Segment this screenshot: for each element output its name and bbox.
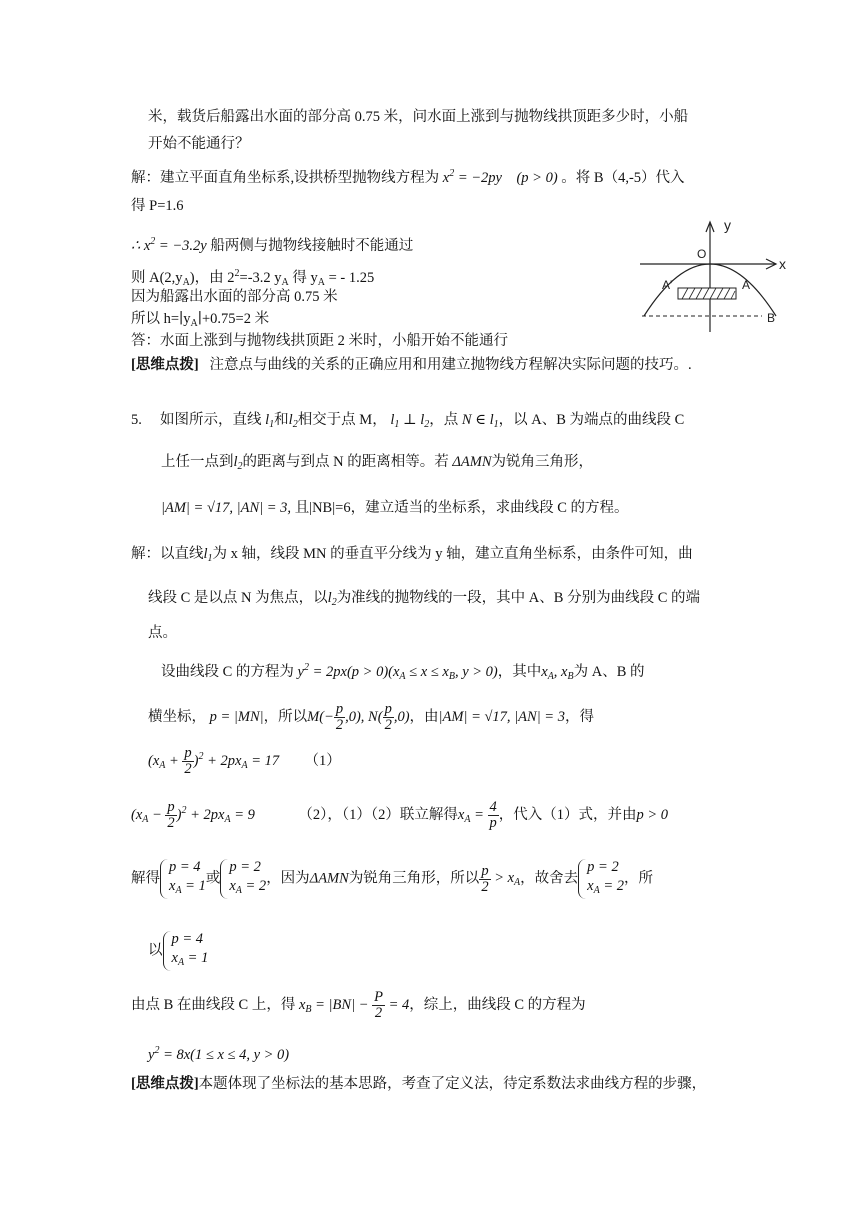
solution5-line-2: 线段 C 是以点 N 为焦点，以$l_2$为准线的抛物线的一段，其中 A、B 分别为曲线段 C 的端	[148, 590, 700, 608]
solution-text: ，由	[409, 708, 439, 725]
text-line-1: 米，载货后船露出水面的部分高 0.75 米，问水面上涨到与抛物线拱顶距多少时，小船	[148, 109, 689, 125]
solution-note: 船两侧与抛物线接触时不能通过	[210, 238, 414, 254]
solution-text: 解得	[131, 870, 160, 887]
solution5-line-10: 由点 B 在曲线段 C 上，得 $x_B = |BN|$ − $\frac{P}{2}$ = 4，综上，曲线段 C 的方程为	[131, 989, 586, 1021]
problem-5-line-2: 上任一点到$l_2$的距离与到点 N 的距离相等。若 ΔAMN为锐角三角形，	[161, 454, 594, 472]
problem-text: ，以 A、B 为端点的曲线段 C	[498, 412, 685, 428]
fig-label-a-prime: A'	[662, 278, 673, 292]
solution-line-3	[131, 232, 413, 256]
problem-text: ，点	[429, 412, 459, 428]
solution-line-4: 则 $A(2,y_A)$，由 $2^2=-3.2$ $y_A$ 得 $y_A$ = - 1.25	[131, 268, 375, 288]
solution-text: （2），（1）（2）联立解得	[298, 806, 458, 823]
solution-text: ，得	[564, 708, 594, 725]
tip-text: 注意点与曲线的关系的正确应用和用建立抛物线方程解决实际问题的技巧。.	[209, 357, 692, 373]
tip-line-1	[131, 355, 692, 375]
solution-text: 为锐角三角形，所以	[348, 870, 480, 887]
solution-text: ，其中	[497, 664, 542, 680]
tip-label: [思维点拨]	[131, 357, 199, 373]
solution5-line-5: 横坐标， p = |MN|，所以M(− $\frac{p}{2}$ ,0), N( $\frac{p}{2}$ ,0)，由|AM| = √17, |AN| = 3，得	[148, 701, 594, 733]
solution-text: 为 A、B 的	[573, 664, 645, 680]
parabola-equation: $x^2 = -2py$ (p > 0)	[442, 168, 558, 186]
solution-text: ，所以	[263, 708, 308, 725]
solution5-line-9: 以 p = 4 $x_A = 1$	[148, 930, 208, 972]
solution-text: 横坐标，	[148, 708, 206, 725]
parabola-figure	[634, 212, 794, 334]
solution-text: ，代入（1）式，并由	[498, 806, 637, 823]
solution-text-tail: 。将 B（4,-5）代入	[561, 170, 685, 186]
equation-tag: （1）	[304, 752, 341, 769]
fig-label-a: A	[742, 278, 751, 292]
fig-label-o: O	[697, 247, 707, 261]
problem-text: 相交于点 M，	[297, 412, 387, 428]
solution-text: 或	[205, 870, 221, 887]
solution-text: ，综上，曲线段 C 的方程为	[409, 996, 586, 1013]
problem-5-line-1: 5. 如图所示，直线 $l_1$和$l_2$相交于点 M， $l_1$ ⊥ $l_2$，点 N ∈ $l_1$，以 A、B 为端点的曲线段 C	[131, 412, 685, 430]
solution-text: 解：建立平面直角坐标系,设拱桥型抛物线方程为	[131, 170, 440, 186]
tip-label-2: [思维点拨]	[131, 1076, 199, 1092]
answer-line: 答：水面上涨到与抛物线拱顶距 2 米时，小船开始不能通行	[131, 333, 508, 349]
solution-text: 解：以直线	[131, 546, 204, 562]
solution5-line-4: 设曲线段 C 的方程为 $y^2 = 2px(p > 0)(x_A \le x \le x_B$, y > 0)，其中$x_A$, $x_B$为 A、B 的	[161, 662, 645, 682]
problem-text: 为锐角三角形，	[491, 454, 594, 470]
problem-text: 如图所示，直线	[160, 412, 262, 428]
fig-label-x: x	[779, 256, 786, 272]
solution-line-1	[131, 164, 685, 188]
problem-number: 5.	[131, 412, 142, 428]
tip-line-2	[131, 1074, 706, 1094]
problem-text: 的距离与到点 N 的距离相等。若	[242, 454, 449, 470]
solution-line-6: 所以 $h=∣y_A∣+0.75=2$ 米	[131, 311, 270, 329]
solution-text: ，故舍去	[520, 870, 579, 887]
solution-text: 为准线的抛物线的一段，其中 A、B 分别为曲线段 C 的端	[336, 590, 700, 606]
solution-text: 以	[148, 942, 163, 959]
solution5-line-3: 点。	[148, 625, 177, 641]
problem-text: 上任一点到	[161, 454, 234, 470]
solution5-line-8: 解得 p = 4 $x_A = 1$ 或 p = 2 $x_A = 2$ ，因为ΔAMN为锐角三角形，所以 $\frac{p}{2}$ > $x_A$，故舍去 p = 2 $x_A = 2$ ，所	[131, 858, 653, 900]
solution-line-5: 因为船露出水面的部分高 0.75 米	[131, 289, 338, 305]
problem-text: 和	[274, 412, 289, 428]
solution5-line-1: 解：以直线$l_1$为 x 轴，线段 MN 的垂直平分线为 y 轴，建立直角坐标系，由条件可知，曲	[131, 546, 693, 564]
equation-2: ($x_A$ − $\frac{p}{2}$ )$^2 + 2px_A = 9$ （2），（1）（2）联立解得$x_A$ = $\frac{4}{p}$ ，代入（1）式，并由p > 0	[131, 799, 669, 831]
equation-1: ($x_A$ + $\frac{p}{2}$ )$^2 + 2px_A = 17$ （1）	[148, 745, 341, 777]
solution-text: 为 x 轴，线段 MN 的垂直平分线为 y 轴，建立直角坐标系，由条件可知，曲	[212, 546, 693, 562]
tip-text-2: 本题体现了坐标法的基本思路，考查了定义法，待定系数法求曲线方程的步骤，	[198, 1076, 707, 1092]
fig-label-y: y	[724, 217, 731, 233]
solution-text: 设曲线段 C 的方程为	[161, 664, 294, 680]
solution-line-2: 得 P=1.6	[131, 198, 184, 214]
fig-label-b: B	[767, 311, 776, 325]
equation-x2: ∴ $x^2 = -3.2y$	[131, 236, 207, 254]
solution-text: 线段 C 是以点 N 为焦点，以	[148, 590, 328, 606]
solution-text: 由点 B 在曲线段 C 上，得	[131, 996, 296, 1013]
solution-text: ，所	[624, 870, 653, 887]
problem-text: ，建立适当的坐标系，求曲线段 C 的方程。	[350, 500, 629, 516]
final-equation: $y^2 = 8x(1 \le x \le 4$, y > 0)	[148, 1045, 290, 1063]
solution-text: ，因为	[266, 870, 310, 887]
problem-5-line-3: |AM| = √17, |AN| = 3, 且|NB|=6，建立适当的坐标系，求曲线段 C 的方程。	[161, 500, 629, 516]
text-line-2: 开始不能通行？	[148, 136, 250, 152]
